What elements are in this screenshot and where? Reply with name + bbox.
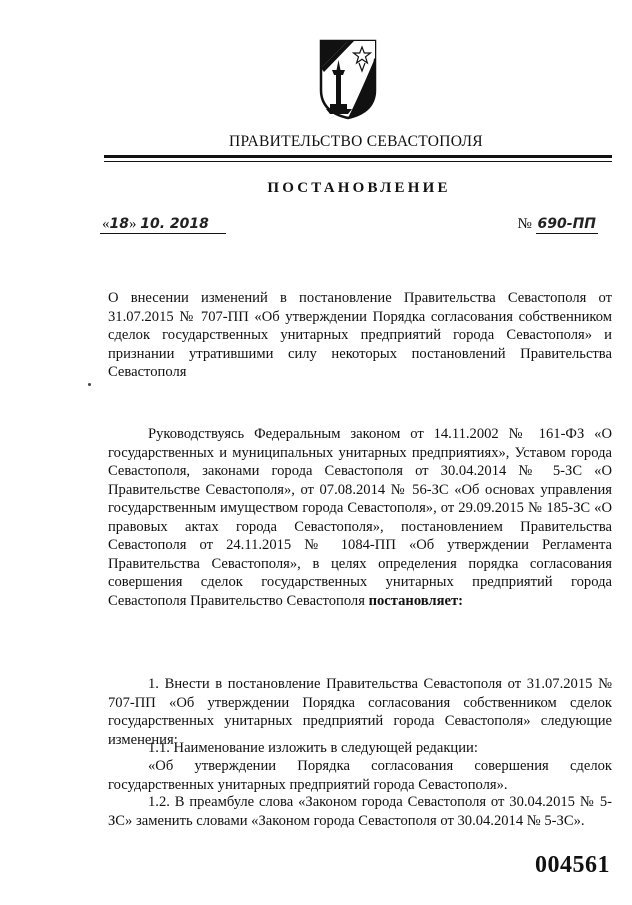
preamble-resolves: постановляет: bbox=[368, 592, 464, 609]
item-1: 1. Внести в постановление Правительства Севастополя от 31.07.2015 № 707-ПП «Об утверждении Порядка согласования собственником сделок государственных унитарных предприятий города Севастополя» следующие изменения: bbox=[108, 676, 612, 748]
date-month-year: 10. 2018 bbox=[140, 216, 209, 232]
item-1-1: 1.1. Наименование изложить в следующей редакции: bbox=[148, 740, 478, 756]
date-underline: «18» 10. 2018 bbox=[100, 216, 226, 234]
serial-number: 004561 bbox=[535, 852, 610, 878]
item-1-2: 1.2. В преамбуле слова «Законом города Севастополя от 30.04.2015 № 5-ЗС» заменить словами «Законом города Севастополя от 30.04.2014 № 5-ЗС». bbox=[108, 794, 612, 829]
document-type-title: ПОСТАНОВЛЕНИЕ bbox=[267, 180, 451, 196]
document-number bbox=[517, 216, 598, 234]
scan-speck bbox=[88, 383, 91, 386]
sevastopol-coat-of-arms-icon bbox=[318, 38, 378, 120]
date-day: 18 bbox=[109, 216, 129, 232]
document-date bbox=[100, 216, 226, 234]
header-rule-thick bbox=[104, 155, 612, 158]
item-1-1-quote: «Об утверждении Порядка согласования совершения сделок государственных унитарных предприятий города Севастополя». bbox=[108, 758, 612, 793]
number-value: 690-ПП bbox=[537, 216, 596, 232]
header-rule-thin bbox=[104, 161, 612, 162]
document-subject: О внесении изменений в постановление Правительства Севастополя от 31.07.2015 № 707-ПП «Об утверждении Порядка согласования собственником сделок государственных унитарных предприятий города Севастополя» и признании утратившими силу некоторых постановлений Правительства Севастополя bbox=[108, 290, 612, 380]
number-underline bbox=[536, 216, 598, 234]
preamble bbox=[108, 425, 612, 610]
government-name: ПРАВИТЕЛЬСТВО СЕВАСТОПОЛЯ bbox=[229, 133, 483, 150]
preamble-text: Руководствуясь Федеральным законом от 14.11.2002 № 161-ФЗ «О государственных и муниципальных унитарных предприятиях», Уставом города Севастополя, законами города Севастополя от 30.04.2014 № 5-ЗС «О Правительстве Севастополя», от 07.08.2014 № 56-ЗС «Об основах управления государственным имуществом города Севастополя», от 29.09.2015 № 185-ЗС «О правовых актах города Севастополя», постановлением Правительства Севастополя от 24.11.2015 № 1084-ПП «Об утверждении Регламента Правительства Севастополя», в целях определения порядка согласования совершения сделок государственных унитарных предприятий города Севастополя Правительство Севастополя bbox=[108, 426, 612, 609]
number-prefix: № bbox=[517, 216, 532, 232]
